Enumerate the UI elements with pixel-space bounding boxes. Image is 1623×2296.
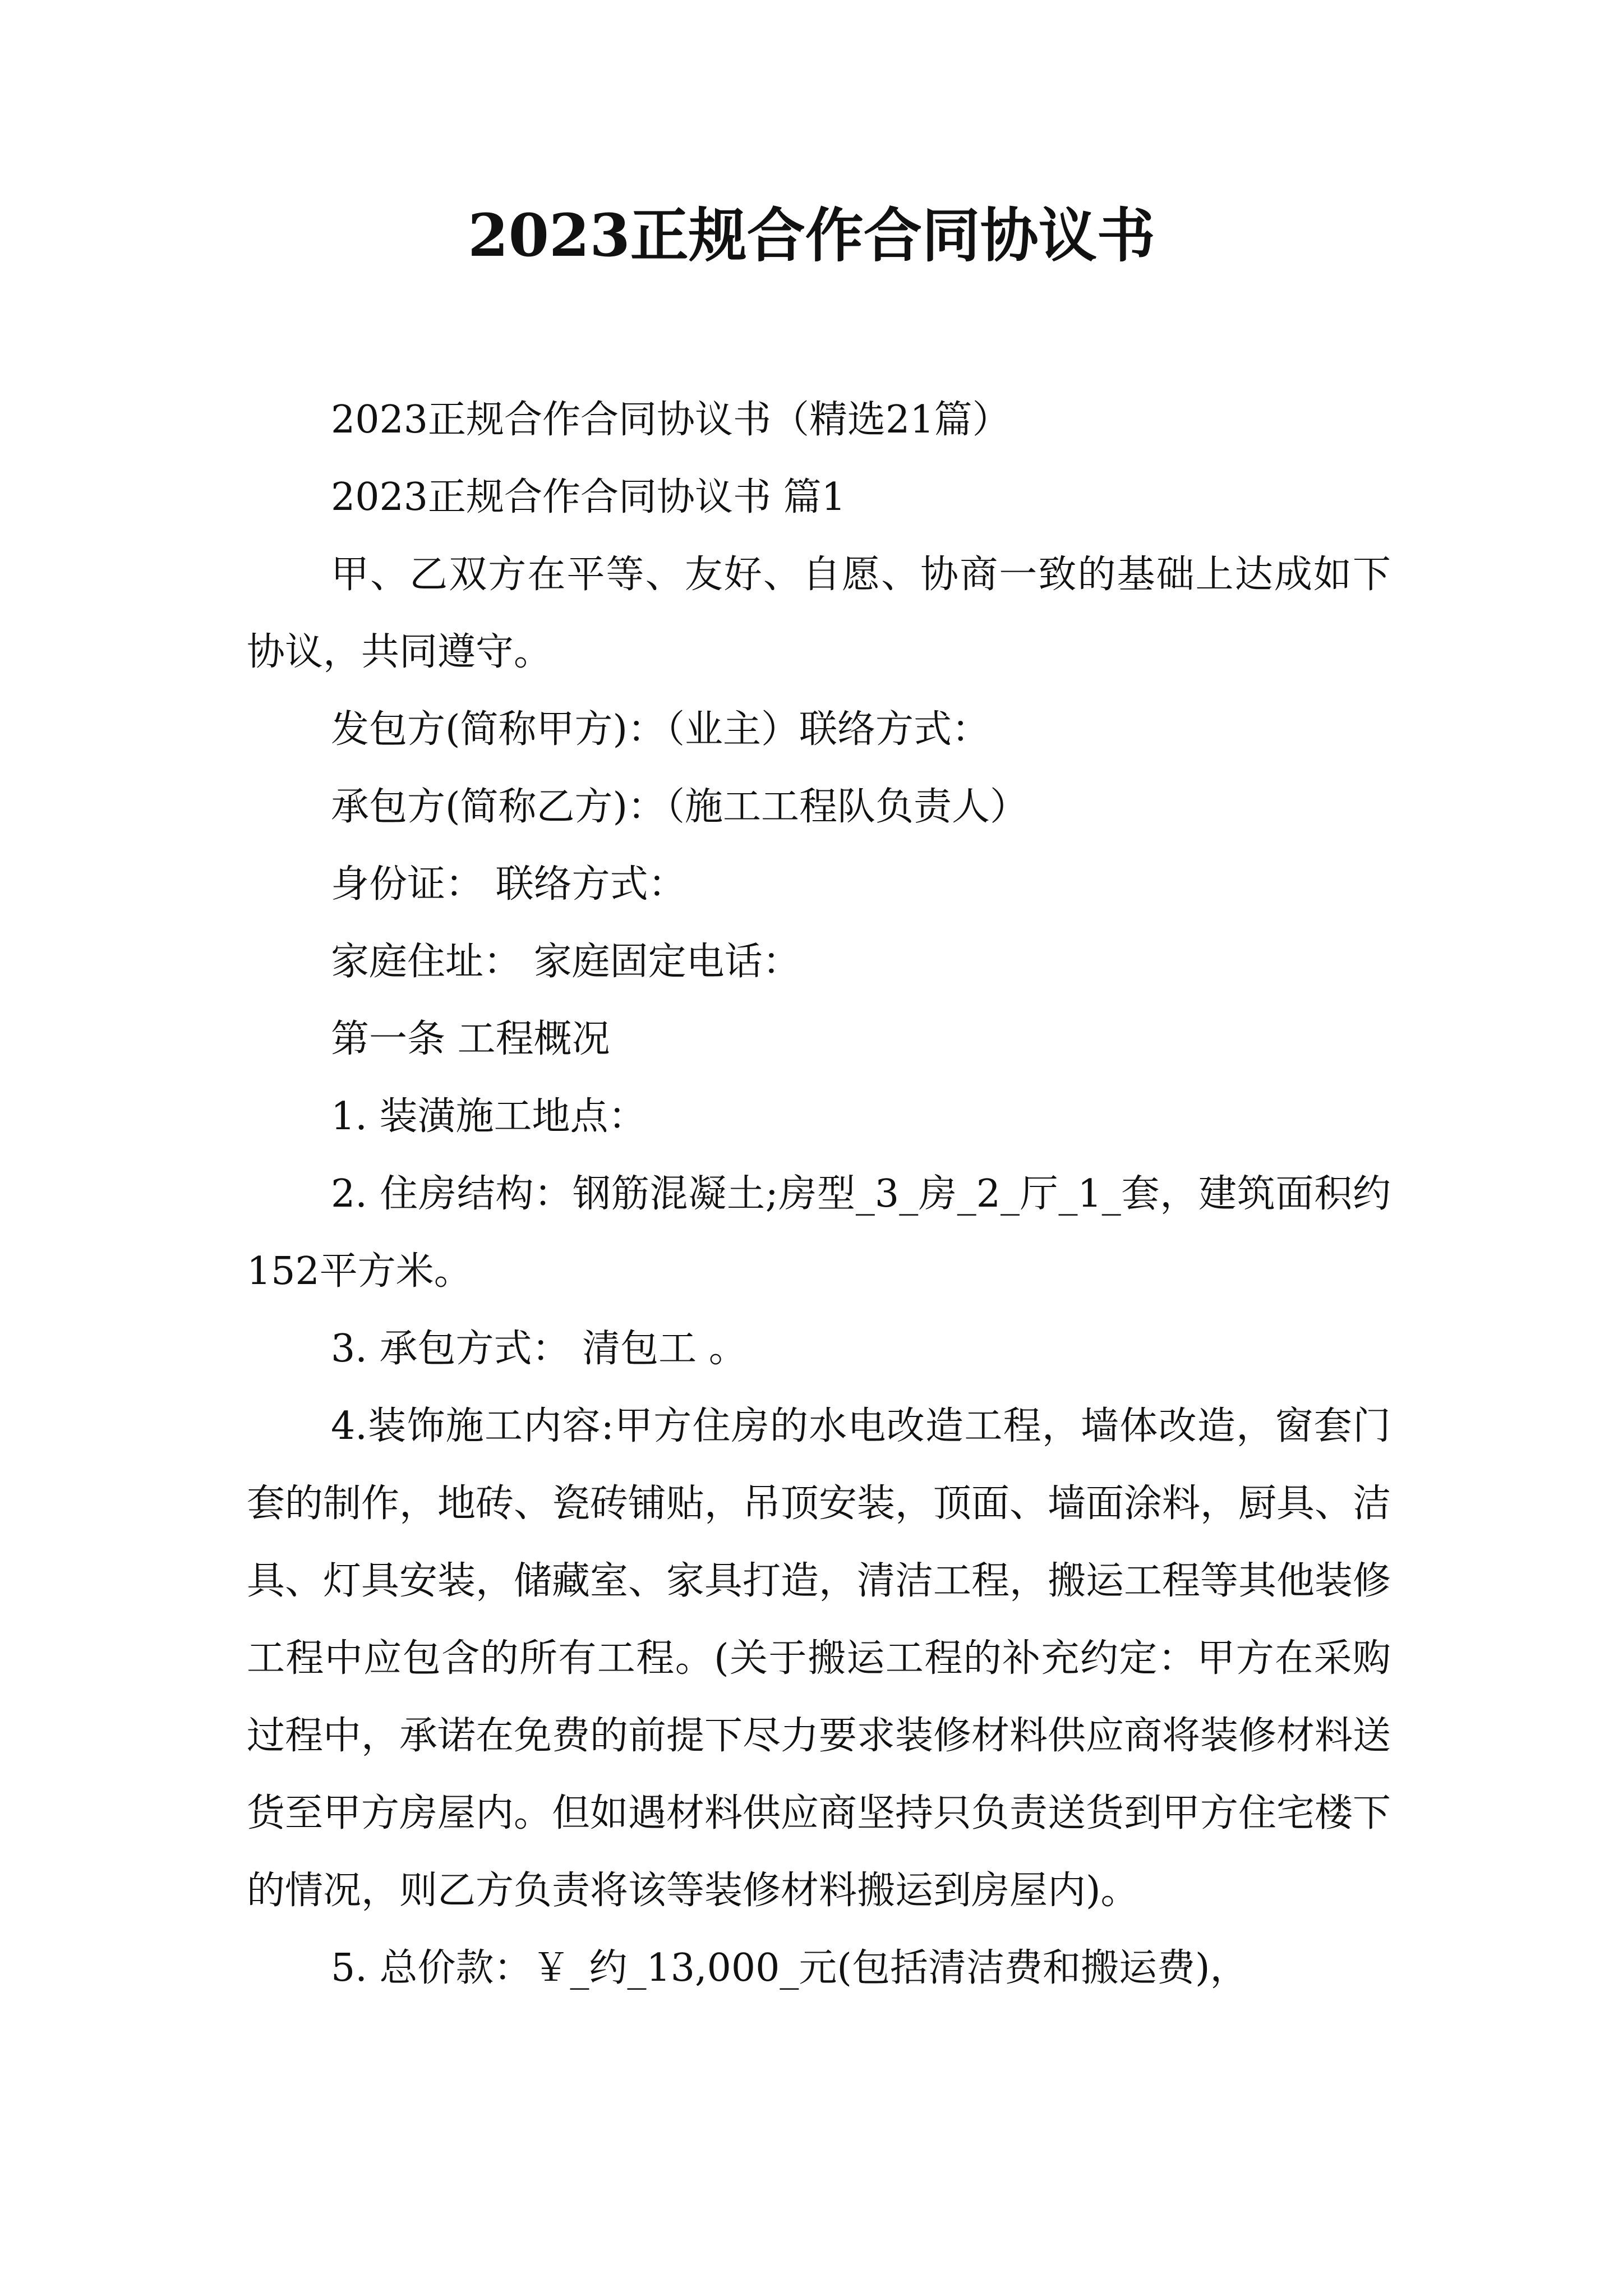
paragraph-address: 家庭住址： 家庭固定电话： xyxy=(331,940,801,984)
paragraph-subtitle: 2023正规合作合同协议书（精选21篇） xyxy=(331,398,1011,442)
paragraph-item-4: 4.装饰施工内容:甲方住房的水电改造工程，墙体改造，窗套门套的制作，地砖、瓷砖铺贴，吊顶安装，顶面、墙面涂料，厨具、洁具、灯具安装，储藏室、家具打造，清洁工程，搬运工程等其他装修工程中应包含的所有工程。(关于搬运工程的补充约定：甲方在采购过程中，承诺在免费的前提下尽力要求装修材料供应商将装修材料送货至甲方房屋内。但如遇材料供应商坚持只负责送货到甲方住宅楼下的情况，则乙方负责将该等装修材料搬运到房屋内)。 xyxy=(247,1404,1391,1913)
document-title: 2023正规合作合同协议书 xyxy=(468,201,1155,270)
paragraph-party-b: 承包方(简称乙方)：（施工工程队负责人） xyxy=(331,785,1029,829)
paragraph-article-1: 第一条 工程概况 xyxy=(331,1017,610,1061)
paragraph-item-2: 2. 住房结构：钢筋混凝土;房型_3_房_2_厅_1_套，建筑面积约152平方米。 xyxy=(247,1172,1391,1294)
paragraph-section-heading: 2023正规合作合同协议书 篇1 xyxy=(331,475,846,519)
paragraph-item-5: 5. 总价款：￥_约_13,000_元(包括清洁费和搬运费)， xyxy=(331,1946,1248,1990)
document-body xyxy=(247,381,1391,2007)
paragraph-intro: 甲、乙双方在平等、友好、自愿、协商一致的基础上达成如下协议，共同遵守。 xyxy=(247,553,1391,674)
paragraph-item-1: 1. 装潢施工地点： xyxy=(331,1094,647,1139)
paragraph-id-card: 身份证： 联络方式： xyxy=(331,862,686,907)
paragraph-item-3: 3. 承包方式： 清包工 。 xyxy=(331,1327,747,1371)
paragraph-party-a: 发包方(简称甲方)：（业主）联络方式： xyxy=(331,707,990,752)
